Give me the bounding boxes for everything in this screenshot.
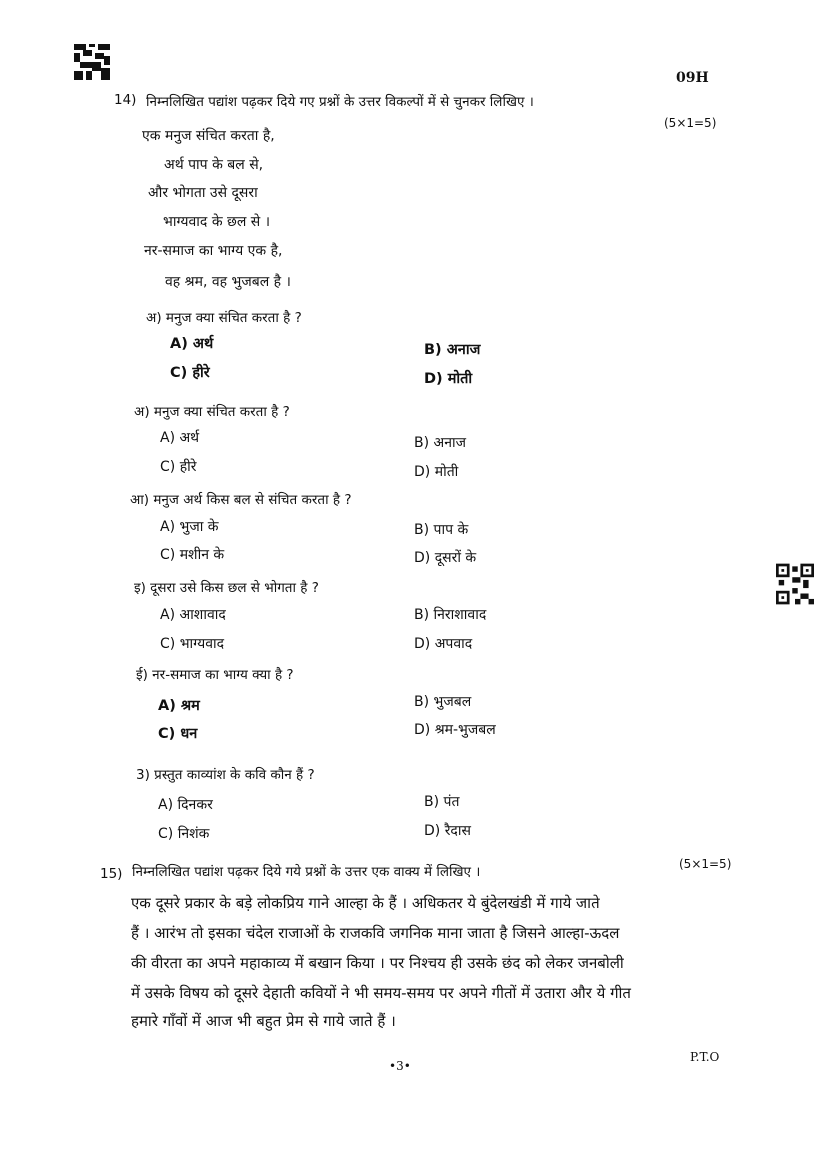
option-c: C) धन (158, 726, 198, 742)
option-c: C) हीरे (170, 365, 210, 381)
option-d: D) रैदास (424, 823, 471, 839)
poem-line: अर्थ पाप के बल से, (164, 157, 264, 173)
option-d: D) मोती (414, 464, 459, 480)
poem-line: नर-समाज का भाग्य एक है, (144, 243, 283, 259)
option-d: D) मोती (424, 371, 473, 387)
q15-marks: (5×1=5) (679, 857, 732, 871)
option-b: B) भुजबल (414, 694, 472, 710)
q15-instruction: निम्नलिखित पद्यांश पढ़कर दिये गये प्रश्नों के उत्तर एक वाक्य में लिखिए । (132, 864, 481, 880)
question-label: ई) नर-समाज का भाग्य क्या है ? (136, 667, 294, 683)
paragraph-line: में उसके विषय को दूसरे देहाती कवियों ने भी समय-समय पर अपने गीतों में उतारा और ये गीत (131, 984, 631, 1002)
option-a: A) अर्थ (160, 430, 200, 446)
poem-line: और भोगता उसे दूसरा (148, 185, 258, 201)
option-d: D) दूसरों के (414, 550, 477, 566)
q15-paragraph (131, 896, 731, 1036)
pto-label: P.T.O (690, 1050, 720, 1064)
option-a: A) श्रम (158, 698, 200, 714)
option-c: C) निशंक (158, 826, 210, 842)
option-a: A) अर्थ (170, 336, 214, 352)
poem-line: एक मनुज संचित करता है, (142, 128, 275, 144)
option-b: B) पंत (424, 794, 460, 810)
paper-code: 09H (676, 70, 709, 86)
option-a: A) आशावाद (160, 607, 226, 623)
paragraph-line: हमारे गाँवों में आज भी बहुत प्रेम से गाये जाते हैं । (131, 1012, 396, 1030)
option-b: B) निराशावाद (414, 607, 487, 623)
paragraph-line: एक दूसरे प्रकार के बड़े लोकप्रिय गाने आल्हा के हैं । अधिकतर ये बुंदेलखंडी में गाये जाते (131, 894, 600, 912)
poem-line: वह श्रम, वह भुजबल है । (165, 274, 291, 290)
question-label: इ) दूसरा उसे किस छल से भोगता है ? (134, 580, 319, 596)
q14-marks: (5×1=5) (664, 116, 717, 130)
option-d: D) अपवाद (414, 636, 473, 652)
option-c: C) मशीन के (160, 547, 225, 563)
option-a: A) दिनकर (158, 797, 213, 813)
option-c: C) हीरे (160, 459, 197, 475)
question-label: आ) मनुज अर्थ किस बल से संचित करता है ? (130, 492, 352, 508)
barcode-icon (74, 44, 110, 80)
question-label: 3) प्रस्तुत काव्यांश के कवि कौन हैं ? (136, 767, 315, 783)
paragraph-line: की वीरता का अपने महाकाव्य में बखान किया । पर निश्चय ही उसके छंद को लेकर जनबोली (131, 954, 624, 972)
page-number: •3• (389, 1059, 411, 1073)
q14-instruction: निम्नलिखित पद्यांश पढ़कर दिये गए प्रश्नों के उत्तर विकल्पों में से चुनकर लिखिए । (146, 94, 534, 110)
q14-number: 14) (114, 92, 137, 108)
poem-line: भाग्यवाद के छल से । (163, 214, 270, 230)
question-label: अ) मनुज क्या संचित करता है ? (134, 404, 290, 420)
option-b: B) अनाज (414, 435, 466, 451)
question-label: अ) मनुज क्या संचित करता है ? (146, 310, 302, 326)
option-a: A) भुजा के (160, 519, 219, 535)
option-b: B) अनाज (424, 342, 481, 358)
q15-number: 15) (100, 866, 123, 882)
option-b: B) पाप के (414, 522, 469, 538)
option-c: C) भाग्यवाद (160, 636, 225, 652)
qr-code-icon (776, 563, 814, 605)
paragraph-line: हैं । आरंभ तो इसका चंदेल राजाओं के राजकवि जगनिक माना जाता है जिसने आल्हा-ऊदल (131, 924, 620, 942)
option-d: D) श्रम-भुजबल (414, 722, 496, 738)
